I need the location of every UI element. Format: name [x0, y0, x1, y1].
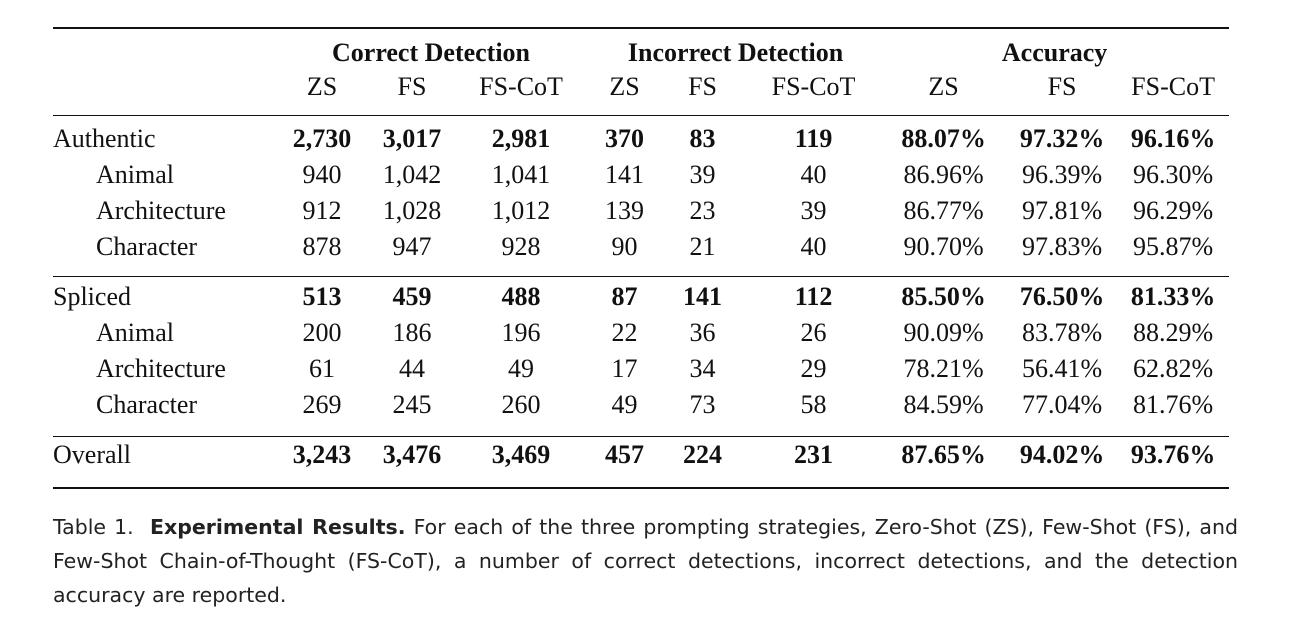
table-cell: 81.33%	[1130, 282, 1216, 311]
sub-header: FS-CoT	[1131, 72, 1215, 101]
table-cell: 139	[605, 196, 645, 225]
group-header-incorrect: Incorrect Detection	[627, 38, 844, 67]
table-cell: 2,730	[292, 124, 352, 153]
row-label: Character	[96, 390, 198, 419]
table-cell: 49	[508, 354, 535, 383]
caption-title: Experimental Results.	[149, 515, 406, 539]
table-cell: 96.30%	[1132, 160, 1214, 189]
sub-header: FS	[1047, 72, 1077, 101]
table-cell: 90.09%	[903, 318, 984, 347]
table-cell: 1,041	[491, 160, 551, 189]
sub-header: FS	[688, 72, 717, 101]
table-cell: 39	[689, 160, 716, 189]
table-cell: 459	[392, 282, 432, 311]
table-cell: 96.16%	[1130, 124, 1216, 153]
table-cell: 3,017	[382, 124, 442, 153]
row-label: Architecture	[96, 196, 226, 225]
table-cell: 94.02%	[1019, 440, 1105, 469]
sub-header: FS	[397, 72, 427, 101]
table-cell: 231	[794, 440, 834, 469]
table-row	[53, 229, 1229, 265]
row-label: Character	[96, 232, 198, 261]
table-cell: 87.65%	[901, 440, 986, 469]
table-cell: 196	[501, 318, 541, 347]
table-row-overall	[53, 437, 1229, 473]
table-cell: 87	[611, 282, 638, 311]
table-cell: 85.50%	[901, 282, 986, 311]
table-cell: 269	[302, 390, 342, 419]
top-rule	[53, 27, 1229, 29]
row-label: Overall	[53, 440, 131, 469]
table-cell: 928	[501, 232, 541, 261]
row-label: Animal	[96, 160, 174, 189]
table-cell: 22	[611, 318, 638, 347]
table-cell: 97.81%	[1021, 196, 1103, 225]
table-cell: 1,012	[491, 196, 551, 225]
table-cell: 86.77%	[903, 196, 984, 225]
table-cell: 76.50%	[1019, 282, 1105, 311]
caption-text: For each of the three prompting strategies, Zero-Shot (ZS), Few-Shot (FS), and Few-Shot Chain-of-Thought (FS-CoT), a number of correct detections, incorrect detections, and the detection accuracy are reported.	[53, 515, 1238, 607]
table-cell: 878	[302, 232, 342, 261]
row-label: Spliced	[53, 282, 131, 311]
bottom-rule	[53, 487, 1229, 489]
table-cell: 90.70%	[903, 232, 984, 261]
table-cell: 112	[794, 282, 833, 311]
table-cell: 88.07%	[901, 124, 986, 153]
sub-header: ZS	[609, 72, 640, 101]
table-caption	[53, 510, 1238, 612]
sub-header: ZS	[306, 72, 338, 101]
table-cell: 370	[605, 124, 645, 153]
table-cell: 1,028	[382, 196, 442, 225]
table-cell: 119	[794, 124, 833, 153]
table-cell: 58	[800, 390, 827, 419]
table-cell: 90	[611, 232, 638, 261]
table-cell: 81.76%	[1132, 390, 1214, 419]
table-cell: 88.29%	[1132, 318, 1214, 347]
table-cell: 96.39%	[1021, 160, 1103, 189]
table-cell: 83	[689, 124, 716, 153]
table-cell: 62.82%	[1132, 354, 1214, 383]
table-cell: 3,469	[491, 440, 551, 469]
table-cell: 73	[689, 390, 716, 419]
table-cell: 86.96%	[903, 160, 984, 189]
results-table	[53, 34, 1229, 473]
row-label: Architecture	[96, 354, 226, 383]
sub-header-row	[53, 72, 1229, 112]
table-cell: 3,476	[382, 440, 442, 469]
table-row	[53, 351, 1229, 387]
table-cell: 940	[302, 160, 342, 189]
table-cell: 95.87%	[1132, 232, 1214, 261]
table-cell: 34	[689, 354, 716, 383]
sub-header: ZS	[928, 72, 959, 101]
row-label: Authentic	[53, 124, 156, 153]
table-cell: 39	[800, 196, 827, 225]
table-cell: 77.04%	[1021, 390, 1103, 419]
table-cell: 1,042	[382, 160, 442, 189]
table-cell: 141	[683, 282, 723, 311]
table-cell: 49	[611, 390, 638, 419]
table-cell: 83.78%	[1021, 318, 1103, 347]
row-label: Animal	[96, 318, 174, 347]
table-cell: 260	[501, 390, 541, 419]
table-cell: 141	[605, 160, 645, 189]
group-header-correct: Correct Detection	[332, 38, 531, 67]
table-cell: 224	[683, 440, 723, 469]
table-cell: 912	[302, 196, 342, 225]
table-cell: 96.29%	[1132, 196, 1214, 225]
sub-header: FS-CoT	[479, 72, 563, 101]
table-cell: 78.21%	[903, 354, 984, 383]
table-cell: 97.83%	[1021, 232, 1103, 261]
table-cell: 947	[392, 232, 432, 261]
table-cell: 17	[611, 354, 638, 383]
table-cell: 3,243	[292, 440, 352, 469]
table-cell: 56.41%	[1021, 354, 1103, 383]
table-cell: 26	[800, 318, 827, 347]
group-header-accuracy: Accuracy	[1001, 38, 1108, 67]
table-cell: 513	[302, 282, 342, 311]
table-cell: 200	[302, 318, 342, 347]
group-header-row	[53, 34, 1229, 72]
table-row-spliced	[53, 279, 1229, 315]
table-cell: 97.32%	[1019, 124, 1105, 153]
sub-header: FS-CoT	[771, 72, 856, 101]
table-row-authentic	[53, 121, 1229, 157]
table-row	[53, 315, 1229, 351]
table-cell: 29	[800, 354, 827, 383]
table-cell: 186	[392, 318, 432, 347]
table-cell: 21	[689, 232, 716, 261]
table-cell: 245	[392, 390, 432, 419]
table-cell: 44	[399, 354, 425, 383]
table-row	[53, 157, 1229, 193]
table-row	[53, 387, 1229, 423]
caption-label: Table 1.	[53, 515, 134, 539]
table-cell: 93.76%	[1130, 440, 1216, 469]
table-row	[53, 193, 1229, 229]
table-cell: 457	[605, 440, 645, 469]
table-cell: 40	[800, 160, 827, 189]
table-cell: 84.59%	[903, 390, 984, 419]
table-cell: 2,981	[491, 124, 551, 153]
table-cell: 36	[689, 318, 716, 347]
table-cell: 23	[689, 196, 716, 225]
table-cell: 61	[309, 354, 335, 383]
table-cell: 488	[501, 282, 541, 311]
table-cell: 40	[800, 232, 827, 261]
